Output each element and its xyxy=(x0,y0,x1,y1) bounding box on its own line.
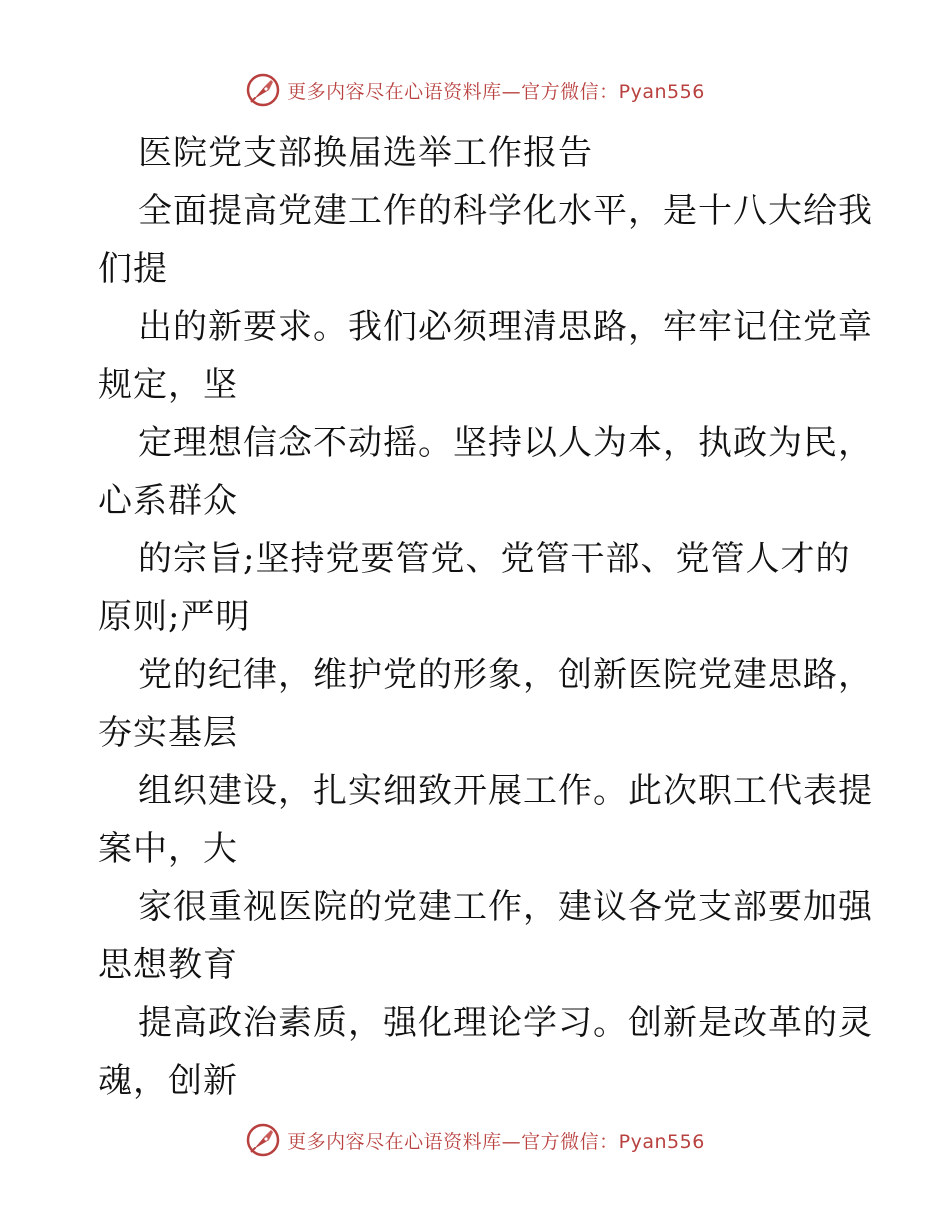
paragraph-line: 思想教育 xyxy=(98,945,238,985)
paragraph-line: 心系群众 xyxy=(98,481,238,521)
paragraph-line: 案中，大 xyxy=(98,829,238,869)
pen-nib-logo-icon xyxy=(245,1122,281,1158)
paragraph-line: 原则;严明 xyxy=(98,597,251,637)
paragraph-line: 家很重视医院的党建工作，建议各党支部要加强 xyxy=(138,887,873,927)
paragraph-line: 提高政治素质，强化理论学习。创新是改革的灵 xyxy=(138,1003,873,1043)
paragraph-line: 规定，坚 xyxy=(98,365,238,405)
paragraph-line: 组织建设，扎实细致开展工作。此次职工代表提 xyxy=(138,771,873,811)
paragraph-line: 出的新要求。我们必须理清思路，牢牢记住党章 xyxy=(138,307,873,347)
footer-watermark xyxy=(0,1120,950,1160)
watermark-text: 更多内容尽在心语资料库—官方微信：Pyan556 xyxy=(287,80,705,103)
paragraph-line: 夯实基层 xyxy=(98,713,238,753)
paragraph-line: 全面提高党建工作的科学化水平，是十八大给我 xyxy=(138,191,873,231)
paragraph-line: 的宗旨;坚持党要管党、党管干部、党管人才的 xyxy=(138,539,851,579)
paragraph-line: 党的纪律，维护党的形象，创新医院党建思路， xyxy=(138,655,873,695)
watermark-group xyxy=(245,72,705,108)
document-body xyxy=(98,124,873,1110)
document-title: 医院党支部换届选举工作报告 xyxy=(138,133,593,173)
watermark-text: 更多内容尽在心语资料库—官方微信：Pyan556 xyxy=(287,1130,705,1153)
paragraph-line: 定理想信念不动摇。坚持以人为本，执政为民， xyxy=(138,423,873,463)
paragraph-line: 魂，创新 xyxy=(98,1061,238,1101)
header-watermark xyxy=(0,70,950,110)
pen-nib-logo-icon xyxy=(245,72,281,108)
paragraph-line: 们提 xyxy=(98,249,168,289)
watermark-group xyxy=(245,1122,705,1158)
